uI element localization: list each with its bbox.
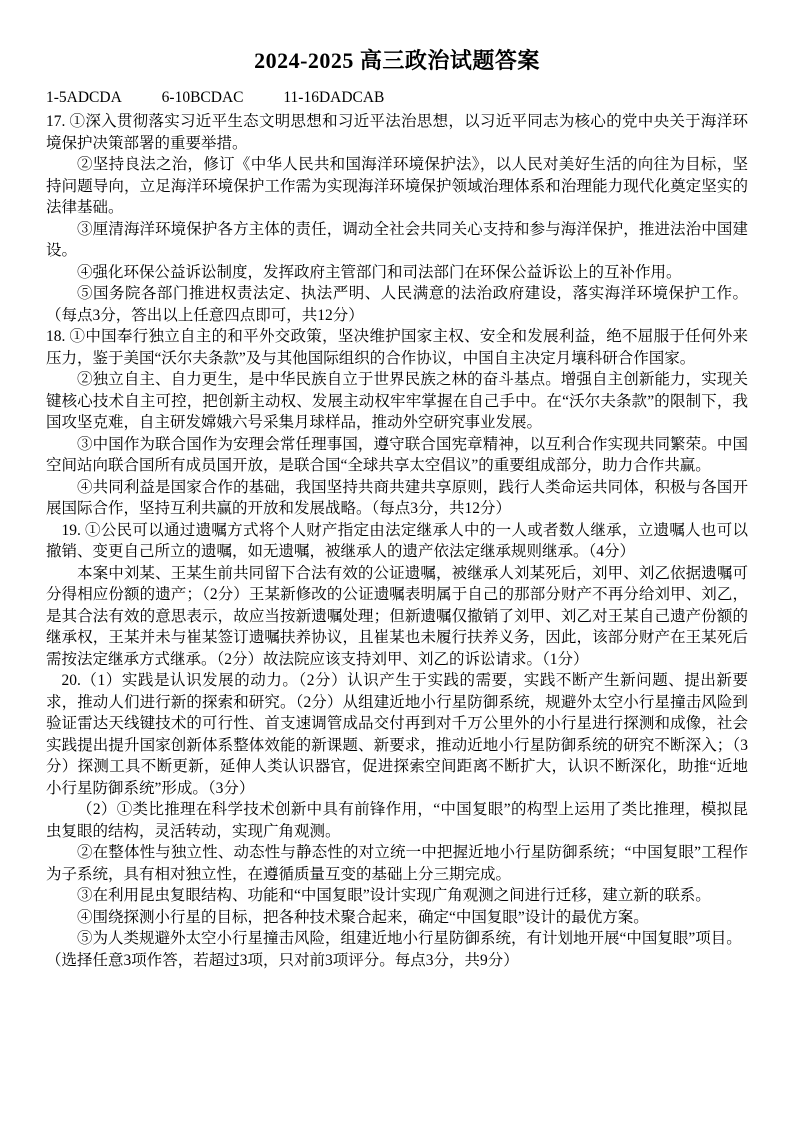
answer-19-point-1: 19. ①公民可以通过遗嘱方式将个人财产指定由法定继承人中的一人或者数人继承，立遗嘱人也可以撤销、变更自己所立的遗嘱，如无遗嘱，被继承人的遗产依法定继承规则继承。（4分） (46, 521, 748, 560)
answer-key-segment-6-10: 6-10BCDAC (161, 89, 244, 106)
answer-key-line (46, 87, 748, 109)
answer-18-point-4: ④共同利益是国家合作的基础，我国坚持共商共建共享原则，践行人类命运共同体，积极与各国开展国际合作，坚持互利共赢的开放和发展战略。（每点3分，共12分） (46, 478, 748, 517)
answer-17-point-3: ③厘清海洋环境保护各方主体的责任，调动全社会共同关心支持和参与海洋保护，推进法治中国建设。 (46, 220, 748, 259)
answer-20-part-2-point-5: ⑤为人类规避外太空小行星撞击风险，组建近地小行星防御系统，有计划地开展“中国复眼”项目。 (77, 930, 742, 947)
answer-20-part-1: 20.（1）实践是认识发展的动力。（2分）认识产生于实践的需要，实践不断产生新问题、提出新要求，推动人们进行新的探索和研究。（2分）从组建近地小行星防御系统，规避外太空小行星撞击风险到验证雷达天线键技术的可行性、首支速调管成品交付再到对千万公里外的小行星进行探测和成像，社会实践提出提升国家创新体系整体效能的新课题、新要求，推动近地小行星防御系统的研究不断深入；（3分）探测工具不断更新，延伸人类认识器官，促进探索空间距离不断扩大，认识不断深化，助推“近地小行星防御系统”形成。（3分） (46, 672, 748, 797)
answer-20-part-2-point-1: （2）①类比推理在科学技术创新中具有前锋作用，“中国复眼”的构型上运用了类比推理，模拟昆虫复眼的结构，灵活转动，实现广角观测。 (46, 801, 748, 840)
answer-17-point-5: ⑤国务院各部门推进权责法定、执法严明、人民满意的法治政府建设，落实海洋环境保护工作。（每点3分，答出以上任意四点即可，共12分） (46, 285, 748, 324)
answer-20-part-2-point-2: ②在整体性与独立性、动态性与静态性的对立统一中把握近地小行星防御系统；“中国复眼”工程作为子系统，具有相对独立性，在遵循质量互变的基础上分三期完成。 (46, 844, 748, 883)
answer-key-segment-1-5: 1-5ADCDA (46, 89, 122, 106)
answer-20-part-2-point-3: ③在利用昆虫复眼结构、功能和“中国复眼”设计实现广角观测之间进行迁移，建立新的联系。 (77, 887, 711, 904)
answer-18-point-2: ②独立自主、自力更生，是中华民族自立于世界民族之林的奋斗基点。增强自主创新能力，实现关键核心技术自主可控，把创新主动权、发展主动权牢牢掌握在自己手中。在“沃尔夫条款”的限制下，我国攻坚克难，自主研发嫦娥六号采集月球样品，推动外空研究事业发展。 (46, 371, 748, 431)
answer-key-segment-11-16: 11-16DADCAB (283, 89, 385, 106)
answer-17-intro: 17. ①深入贯彻落实习近平生态文明思想和习近平法治思想，以习近平同志为核心的党中央关于海洋环境保护决策部署的重要举措。 (46, 113, 748, 152)
answer-20-scoring-note: （选择任意3项作答，若超过3项，只对前3项评分。每点3分，共9分） (46, 951, 519, 969)
answer-19-case-analysis: 本案中刘某、王某生前共同留下合法有效的公证遗嘱，被继承人刘某死后，刘甲、刘乙依据遗嘱可分得相应份额的遗产；（2分）王某新修改的公证遗嘱表明属于自己的那部分财产不再分给刘甲、刘乙，是其合法有效的意思表示，故应当按新遗嘱处理；但新遗嘱仅撤销了刘甲、刘乙对王某自己遗产份额的继承权，王某并未与崔某签订遗嘱扶养协议，且崔某也未履行扶养义务，因此，该部分财产在王某死后需按法定继承方式继承。（2分）故法院应该支持刘甲、刘乙的诉讼请求。（1分） (46, 564, 748, 668)
answer-18-intro: 18. ①中国奉行独立自主的和平外交政策，坚决维护国家主权、安全和发展利益，绝不屈服于任何外来压力，鉴于美国“沃尔夫条款”及与其他国际组织的合作协议，中国自主决定月壤科研合作国家。 (46, 328, 748, 367)
answer-20-part-2-point-4: ④围绕探测小行星的目标，把各种技术聚合起来，确定“中国复眼”设计的最优方案。 (77, 908, 649, 926)
answer-17-point-4: ④强化环保公益诉讼制度，发挥政府主管部门和司法部门在环保公益诉讼上的互补作用。 (77, 263, 682, 281)
answer-18-point-3: ③中国作为联合国作为安理会常任理事国，遵守联合国宪章精神，以互利合作实现共同繁荣。中国空间站向联合国所有成员国开放，是联合国“全球共享太空倡议”的重要组成部分，助力合作共赢。 (46, 435, 748, 474)
page-title: 2024-2025 高三政治试题答案 (254, 48, 540, 73)
answer-17-point-2: ②坚持良法之治，修订《中华人民共和国海洋环境保护法》，以人民对美好生活的向往为目标，坚持问题导向，立足海洋环境保护工作需为实现海洋环境保护领域治理体系和治理能力现代化奠定坚实的法律基础。 (46, 156, 748, 216)
